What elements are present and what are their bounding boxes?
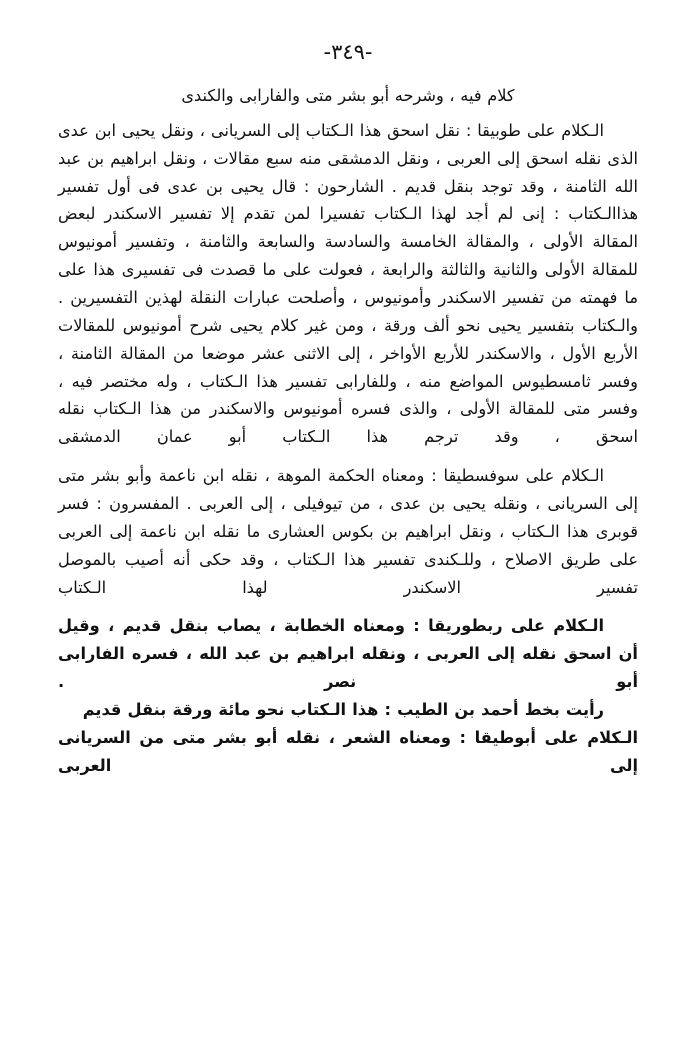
paragraph-topica: الـكلام على طوبيقا : نقل اسحق هذا الـكتاب إلى السريانى ، ونقل يحيى ابن عدى الذى نقله اسحق إلى العربى ، ونقل الدمشقى منه سبع مقالات ، ونقل ابراهيم بن عبد الله الثامنة ، وقد توجد بنقل قديم . الشارحون : قال يحيى بن عدى فى أول تفسير هذاالـكتاب : إنى لم أجد لهذا الـكتاب تفسيرا لمن تقدم إلا تفسير الاسكندر لبعض المقالة الأولى ، والمقالة الخامسة والسادسة والسابعة والثامنة ، وتفسير أمونيوس للمقالة الأولى والثانية والثالثة والرابعة ، فعولت على ما قصدت فى تفسيرى هذا على ما فهمته من تفسير الاسكندر وأمونيوس ، وأصلحت عبارات النقلة لهذين التفسيرين . والـكتاب بتفسير يحيى نحو ألف ورقة ، ومن غير كلام يحيى شرح أمونيوس للمقالات الأربع الأول ، والاسكندر للأربع الأواخر ، إلى الاثنى عشر موضعا من المقالة الثامنة ، وفسر ثامسطيوس المواضع منه ، وللفارابى تفسير هذا الـكتاب ، وله مختصر فيه ، وفسر متى للمقالة الأولى ، والذى فسره أمونيوس والاسكندر من هذا الـكتاب نقله اسحق ، وقد ترجم هذا الـكتاب أبو عمان الدمشقى	[58, 120, 638, 447]
paragraph-sophistica: الـكلام على سوفسطيقا : ومعناه الحكمة الموهة ، نقله ابن ناعمة وأبو بشر متى إلى السريانى ، ونقله يحيى بن عدى ، من تيوفيلى ، إلى العربى . المفسرون : فسر قوبرى هذا الـكتاب ، ونقل ابراهيم بن بكوس العشارى ما نقله ابن ناعمة إلى العربى على طريق الاصلاح ، وللـكندى تفسير هذا الـكتاب ، وقد حكى أنه أصيب بالموصل تفسير الاسكندر لهذا الـكتاب	[58, 466, 638, 597]
page-number: -٣٤٩-	[323, 40, 373, 64]
paragraph-note-ahmad: رأيت بخط أحمد بن الطيب : هذا الـكتاب نحو مائة ورقة بنقل قديم	[82, 700, 604, 720]
paragraph-poetica: الـكلام على أبوطيقا : ومعناه الشعر ، نقله أبو بشر متى من السريانى إلى العربى	[58, 727, 638, 775]
body-text	[58, 82, 638, 780]
paragraph-gap	[58, 451, 638, 462]
paragraph-gap	[58, 601, 638, 612]
paragraph-rhetorica: الـكلام على ربطوريقا : ومعناه الخطابة ، يصاب بنقل قديم ، وقيل أن اسحق نقله إلى العربى ، ونقله ابراهيم بن عبد الله ، فسره الفارابى أبو نصر .	[58, 616, 638, 692]
paragraph-gap	[58, 110, 638, 117]
paragraph-intro: كلام فيه ، وشرحه أبو بشر متى والفارابى والكندى	[181, 86, 515, 105]
